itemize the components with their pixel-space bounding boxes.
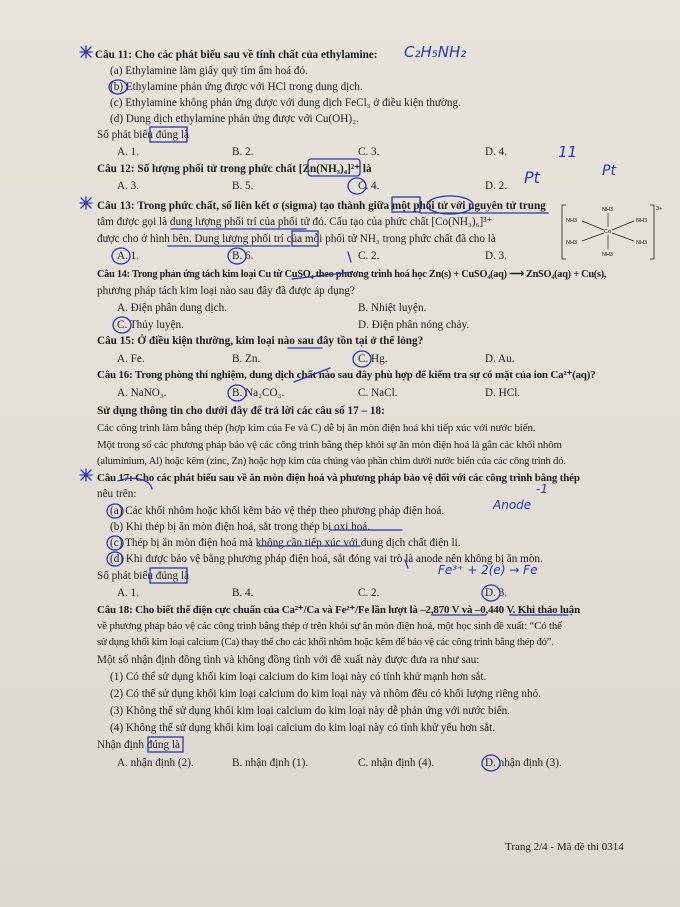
- q17-statement-d: (d) Khi được bảo vệ bằng phương pháp điện hoá, sắt đóng vai trò là anode nên không bị ăn mòn.: [110, 553, 543, 565]
- q11-statement-d: (d) Dung dịch ethylamine phản ứng được với Cu(OH)₂.: [110, 113, 359, 125]
- q15-title: Câu 15: Ở điều kiện thường, kim loại nào sau đây tồn tại ở thể lỏng?: [97, 335, 424, 347]
- q11-option-a[interactable]: A. 1.: [117, 146, 140, 158]
- q12-option-a[interactable]: A. 3.: [117, 180, 140, 192]
- q13-line3: được cho ở hình bên. Dung lượng phối trí của mỗi phối tử NH₃ trong phức chất đã cho là: [97, 233, 496, 245]
- q18-option-b[interactable]: B. nhận định (1).: [232, 757, 309, 769]
- handwritten-note-pt: Pt: [524, 168, 540, 187]
- q15-option-a[interactable]: A. Fe.: [117, 353, 145, 365]
- tick-mark-q13-c: [348, 252, 351, 262]
- q16-option-d[interactable]: D. HCl.: [485, 387, 521, 399]
- q11-statement-c: (c) Ethylamine không phản ứng được với dung dịch FeCl₃ ở điều kiện thường.: [110, 97, 461, 109]
- q14-option-c[interactable]: C. Thủy luyện.: [117, 319, 184, 331]
- q13-option-c[interactable]: C. 2.: [358, 250, 380, 262]
- q14-option-a[interactable]: A. Điện phân dung dịch.: [117, 302, 227, 314]
- diagram-ligand-bottom: NH3: [602, 252, 614, 258]
- q18-line2: về phương pháp bảo vệ các công trình bằng thép ở trên khỏi sự ăn mòn điện hoá, một học sinh đề xuất: “Có thể: [97, 620, 562, 632]
- q17-line1: Câu 17: Cho các phát biểu sau về ăn mòn điện hoá và phương pháp bảo vệ đối với các công trình bằng thép: [97, 472, 580, 484]
- q18-statement-4: (4) Không thể sử dụng khối kim loại calcium do kim loại này có tính khử yếu hơn sắt.: [110, 722, 495, 734]
- q17-option-c[interactable]: C. 2.: [358, 587, 380, 599]
- diagram-center-atom: Co: [604, 229, 612, 235]
- q17-statement-c: (c) Thép bị ăn mòn điện hoá mà không cần tiếp xúc với dung dịch chất điện li.: [110, 537, 461, 549]
- q18-line4: Một số nhận định đồng tình và không đồng tình với đề xuất này được đưa ra như sau:: [97, 654, 480, 666]
- q13-option-a[interactable]: A. 1.: [117, 250, 140, 262]
- section-paragraph-line1: Các công trình làm bằng thép (hợp kim của Fe và C) dễ bị ăn mòn điện hoá khi tiếp xúc với nước biển.: [97, 422, 536, 434]
- diagram-ligand-top: NH3: [602, 207, 614, 213]
- q11-option-d[interactable]: D. 4.: [485, 146, 508, 158]
- handwritten-note-pt-2: Pt: [602, 163, 616, 179]
- q13-line2: tâm được gọi là dung lượng phối trí của phối tử đó. Cấu tạo của phức chất [Co(NH₃)₆]³⁺: [97, 216, 493, 228]
- page-footer: Trang 2/4 - Mã đề thi 0314: [505, 841, 624, 853]
- q12-option-b[interactable]: B. 5.: [232, 180, 254, 192]
- handwritten-note-11: 11: [558, 143, 578, 161]
- star-mark-q17: [80, 469, 92, 481]
- diagram-ligand-upper-left: NH3: [566, 218, 578, 224]
- diagram-charge: 3+: [656, 206, 663, 212]
- q15-option-c[interactable]: C. Hg.: [358, 353, 388, 365]
- handwritten-note-reaction: Fe³⁺ + 2(e) → Fe: [438, 563, 538, 577]
- q11-title: Câu 11: Cho các phát biểu sau về tính chất của ethylamine:: [95, 49, 378, 61]
- section-heading: Sử dụng thông tin cho dưới đây để trả lời các câu số 17 – 18:: [97, 405, 385, 417]
- q18-statement-1: (1) Có thể sử dụng khối kim loại calcium do kim loại này có tính khử mạnh hơn sắt.: [110, 671, 487, 683]
- q16-option-c[interactable]: C. NaCl.: [358, 387, 398, 399]
- q13-line1: Câu 13: Trong phức chất, số liên kết σ (sigma) tạo thành giữa một phối tử với nguyên tử trung: [97, 200, 546, 212]
- q18-line1: Câu 18: Cho biết thế điện cực chuẩn của Ca²⁺/Ca và Fe²⁺/Fe lần lượt là –2,870 V và –0,440 V. Khi thảo luận: [97, 604, 581, 616]
- q17-option-b[interactable]: B. 4.: [232, 587, 254, 599]
- q12-option-c[interactable]: C. 4.: [358, 180, 380, 192]
- diagram-ligand-lower-right: NH3: [636, 240, 648, 246]
- q14-option-d[interactable]: D. Điện phân nóng chảy.: [358, 319, 470, 331]
- co-complex-diagram: [558, 201, 670, 263]
- q11-statement-b: (b) Ethylamine phản ứng được với HCl trong dung dịch.: [110, 81, 363, 93]
- q16-title: Câu 16: Trong phòng thí nghiệm, dung dịch chất nào sau đây phù hợp để kiểm tra sự có mặt của ion Ca²⁺(aq)?: [97, 369, 596, 381]
- q18-statement-2: (2) Có thể sử dụng khối kim loại calcium do kim loại này và nhôm đều có khối lượng riêng nhỏ.: [110, 688, 541, 700]
- q14-option-b[interactable]: B. Nhiệt luyện.: [358, 302, 427, 314]
- q15-option-b[interactable]: B. Zn.: [232, 353, 261, 365]
- q11-stem: Số phát biểu đúng là: [97, 129, 189, 141]
- q14-line2: phương pháp tách kim loại nào sau đây đã được áp dụng?: [97, 285, 355, 297]
- handwritten-note-ethylamine: C₂H₅NH₂: [404, 43, 467, 61]
- q16-option-b[interactable]: B. Na₂CO₃.: [232, 387, 285, 399]
- q17-option-a[interactable]: A. 1.: [117, 587, 140, 599]
- q11-statement-a: (a) Ethylamine làm giấy quỳ tím ẩm hoá đỏ.: [110, 65, 308, 77]
- q12-title: Câu 12: Số lượng phối tử trong phức chất [Zn(NH₃)₄]²⁺ là: [97, 163, 372, 175]
- q18-stem: Nhận định đúng là: [97, 739, 180, 751]
- q18-option-a[interactable]: A. nhận định (2).: [117, 757, 194, 769]
- q15-option-d[interactable]: D. Au.: [485, 353, 515, 365]
- q17-stem: Số phát biểu đúng là: [97, 570, 189, 582]
- q17-option-d[interactable]: D. 3.: [485, 587, 508, 599]
- q13-option-b[interactable]: B. 6.: [232, 250, 254, 262]
- star-mark-q13: [80, 197, 92, 209]
- handwritten-note-minus1: -1: [536, 482, 548, 496]
- section-paragraph-line2: Một trong số các phương pháp bảo vệ các công trình bằng thép khỏi sự ăn mòn điện hoá là gắn các khối nhôm: [97, 439, 562, 451]
- q18-option-d[interactable]: D. nhận định (3).: [485, 757, 562, 769]
- section-paragraph-line3: (aluminium, Al) hoặc kẽm (zinc, Zn) hoặc hợp kim của chúng vào phần chìm dưới nước biển của các công trình đó.: [97, 456, 566, 467]
- q17-statement-b: (b) Khi thép bị ăn mòn điện hoá, sắt trong thép bị oxi hoá.: [110, 521, 371, 533]
- q18-statement-3: (3) Không thể sử dụng khối kim loại calcium do kim loại này dễ phản ứng với nước biển.: [110, 705, 511, 717]
- q11-option-c[interactable]: C. 3.: [358, 146, 380, 158]
- q11-option-b[interactable]: B. 2.: [232, 146, 254, 158]
- q17-line2: nêu trên:: [97, 488, 137, 500]
- q18-line3: sử dụng khối kim loại calcium (Ca) thay thế cho các khối nhôm hoặc kẽm để bảo vệ các công trình bằng thép đó”.: [97, 637, 554, 648]
- handwritten-note-anode: Anode: [493, 498, 532, 512]
- q16-option-a[interactable]: A. NaNO₃.: [117, 387, 167, 399]
- diagram-ligand-upper-right: NH3: [636, 218, 648, 224]
- q17-statement-a: (a) Các khối nhôm hoặc khối kẽm bảo vệ thép theo phương pháp điện hoá.: [110, 505, 445, 517]
- q14-line1: Câu 14: Trong phản ứng tách kim loại Cu từ CuSO₄ theo phương trình hoá học Zn(s) + CuSO₄(aq) ⟶ ZnSO₄(aq) + Cu(s),: [97, 269, 607, 280]
- q13-option-d[interactable]: D. 3.: [485, 250, 508, 262]
- star-mark-q11: [80, 46, 92, 58]
- q18-option-c[interactable]: C. nhận định (4).: [358, 757, 435, 769]
- diagram-ligand-lower-left: NH3: [566, 240, 578, 246]
- q12-option-d[interactable]: D. 2.: [485, 180, 508, 192]
